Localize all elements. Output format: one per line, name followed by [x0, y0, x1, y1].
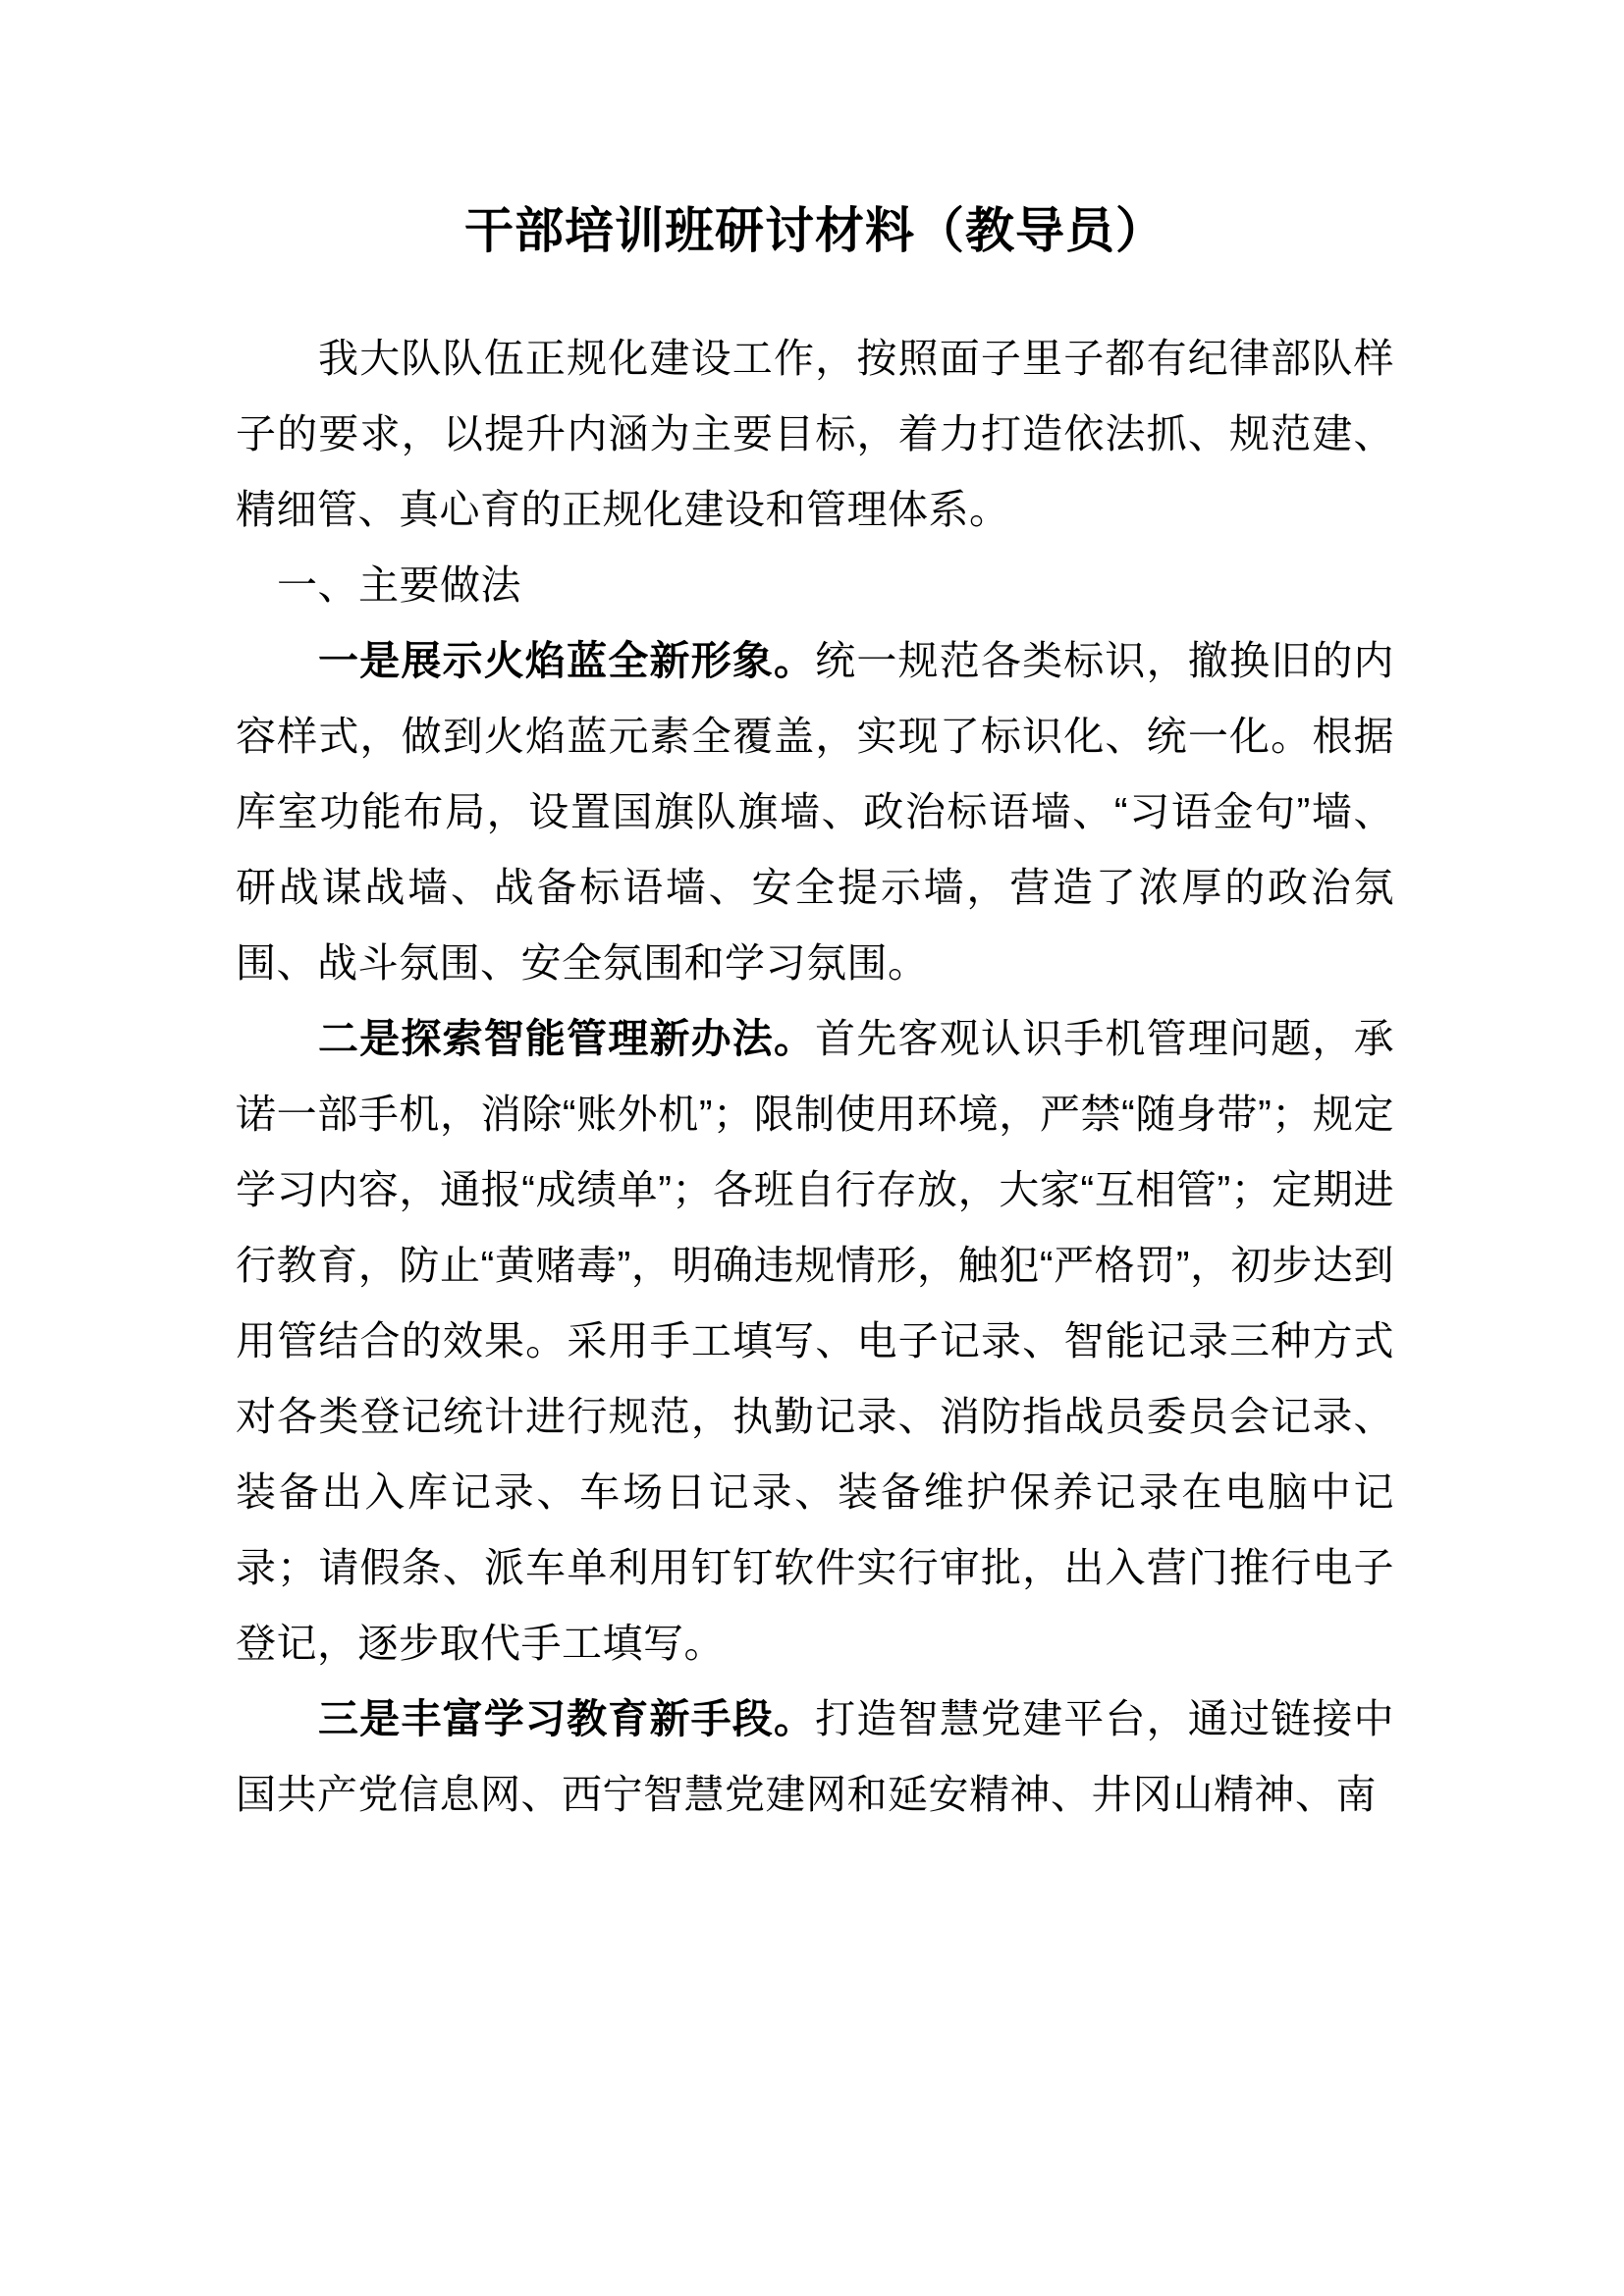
section-heading-main-practices	[236, 548, 1394, 623]
document-content	[236, 0, 1394, 1833]
paragraph-lead-two: 二是探索智能管理新办法。	[318, 1016, 816, 1061]
paragraph-intro	[236, 321, 1394, 548]
paragraph-lead-three: 三是丰富学习教育新手段。	[318, 1696, 816, 1741]
section-heading-text: 一、主要做法	[277, 562, 521, 608]
document-body	[236, 321, 1394, 1833]
paragraph-text-two: 首先客观认识手机管理问题，承诺一部手机，消除“账外机”；限制使用环境，严禁“随身带”；规定学习内容，通报“成绩单”；各班自行存放，大家“互相管”；定期进行教育，防止“黄赌毒”，明确违规情形，触犯“严格罚”，初步达到用管结合的效果。采用手工填写、电子记录、智能记录三种方式对各类登记统计进行规范，执勤记录、消防指战员委员会记录、装备出入库记录、车场日记录、装备维护保养记录在电脑中记录；请假条、派车单利用钉钉软件实行审批，出入营门推行电子登记，逐步取代手工填写。	[236, 1016, 1395, 1666]
paragraph-lead-one: 一是展示火焰蓝全新形象。	[318, 638, 816, 683]
paragraph-point-one	[236, 623, 1394, 1001]
paragraph-text: 我大队队伍正规化建设工作，按照面子里子都有纪律部队样子的要求，以提升内涵为主要目标，着力打造依法抓、规范建、精细管、真心育的正规化建设和管理体系。	[236, 336, 1394, 532]
paragraph-text-three: 打造智慧党建平台，通过链接中国共产党信息网、西宁智慧党建网和延安精神、井冈山精神、南	[236, 1696, 1395, 1817]
paragraph-text-one: 统一规范各类标识，撤换旧的内容样式，做到火焰蓝元素全覆盖，实现了标识化、统一化。根据库室功能布局，设置国旗队旗墙、政治标语墙、“习语金句”墙、研战谋战墙、战备标语墙、安全提示墙，营造了浓厚的政治氛围、战斗氛围、安全氛围和学习氛围。	[236, 638, 1395, 986]
paragraph-point-three	[236, 1682, 1394, 1833]
page-title: 干部培训班研讨材料（教导员）	[464, 203, 1165, 258]
paragraph-point-two	[236, 1001, 1394, 1682]
